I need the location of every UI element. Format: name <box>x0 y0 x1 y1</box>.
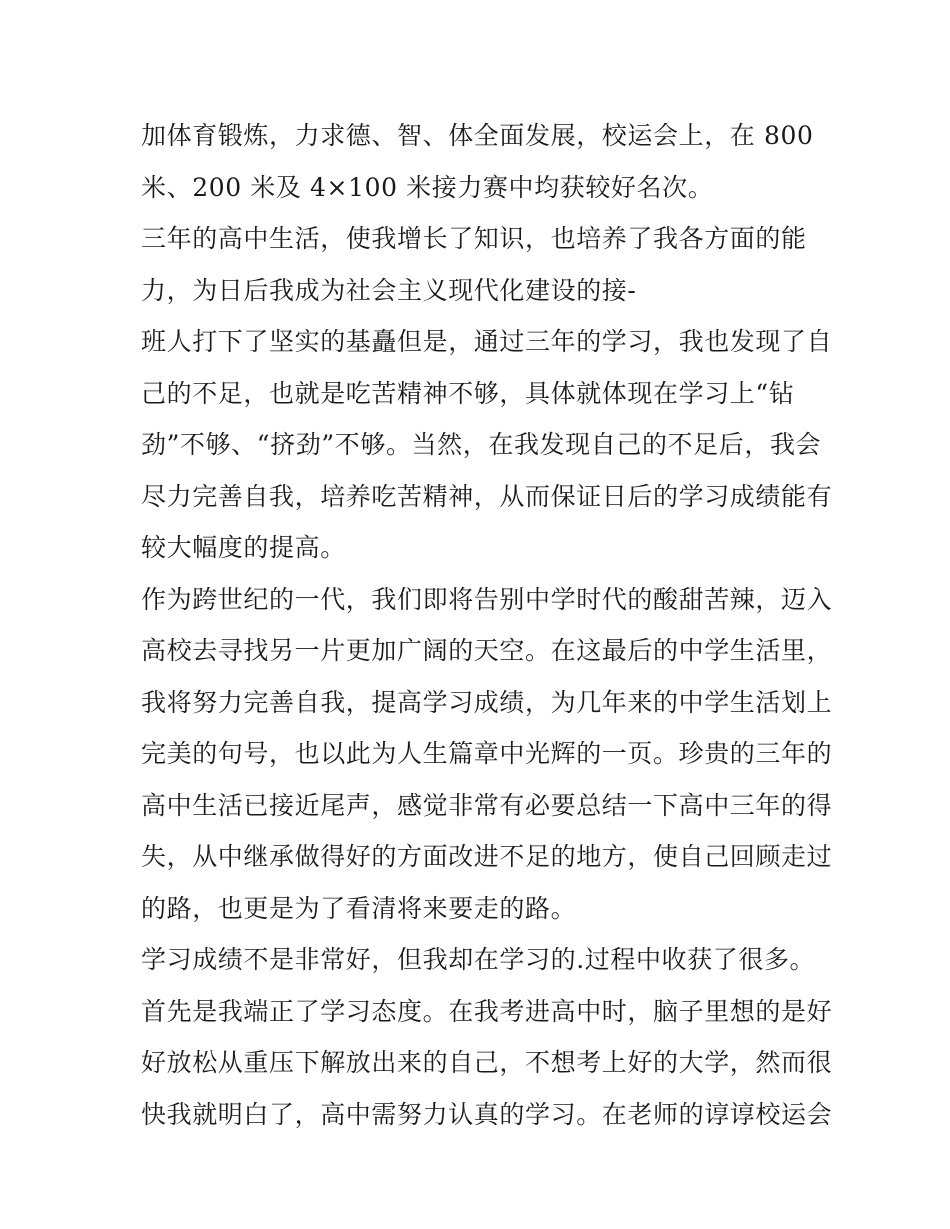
document-body <box>141 110 831 1140</box>
text-line: 我将努力完善自我，提高学习成绩，为几年来的中学生活划上 <box>141 687 833 717</box>
text-line: 劲”不够、“挤劲”不够。当然，在我发现自己的不足后，我会 <box>141 430 822 459</box>
text-line: 高中生活已接近尾声，感觉非常有必要总结一下高中三年的得 <box>141 790 833 820</box>
text-line: 好放松从重压下解放出来的自己，不想考上好的大学，然而很 <box>141 1048 833 1077</box>
text-line: 较大幅度的提高。 <box>141 533 346 562</box>
text-line: 的路，也更是为了看清将来要走的路。 <box>141 893 577 923</box>
text-line: 加体育锻炼，力求德、智、体全面发展，校运会上，在 800 <box>141 121 814 150</box>
text-line: 失，从中继承做得好的方面改进不足的地方，使自己回顾走过 <box>141 842 833 871</box>
text-line: 尽力完善自我，培养吃苦精神，从而保证日后的学习成绩能有 <box>141 481 833 511</box>
text-line: 高校去寻找另一片更加广阔的天空。在这最后的中学生活里， <box>141 636 833 665</box>
text-line: 班人打下了坚实的基矗但是，通过三年的学习，我也发现了自 <box>141 327 833 356</box>
text-line: 己的不足，也就是吃苦精神不够，具体就体现在学习上“钻 <box>141 378 795 408</box>
text-line: 三年的高中生活，使我增长了知识，也培养了我各方面的能 <box>141 224 807 253</box>
text-line: 完美的句号，也以此为人生篇章中光辉的一页。珍贵的三年的 <box>141 739 833 768</box>
text-line: 快我就明白了，高中需努力认真的学习。在老师的谆谆校运会 <box>141 1099 833 1129</box>
text-line: 作为跨世纪的一代，我们即将告别中学时代的酸甜苦辣，迈入 <box>141 584 833 614</box>
text-line: 米、200 米及 4×100 米接力赛中均获较好名次。 <box>141 172 714 202</box>
text-line: 学习成绩不是非常好，但我却在学习的.过程中收获了很多。 <box>141 945 816 974</box>
text-line: 力，为日后我成为社会主义现代化建设的接- <box>141 275 637 305</box>
text-line: 首先是我端正了学习态度。在我考进高中时，脑子里想的是好 <box>141 996 833 1026</box>
